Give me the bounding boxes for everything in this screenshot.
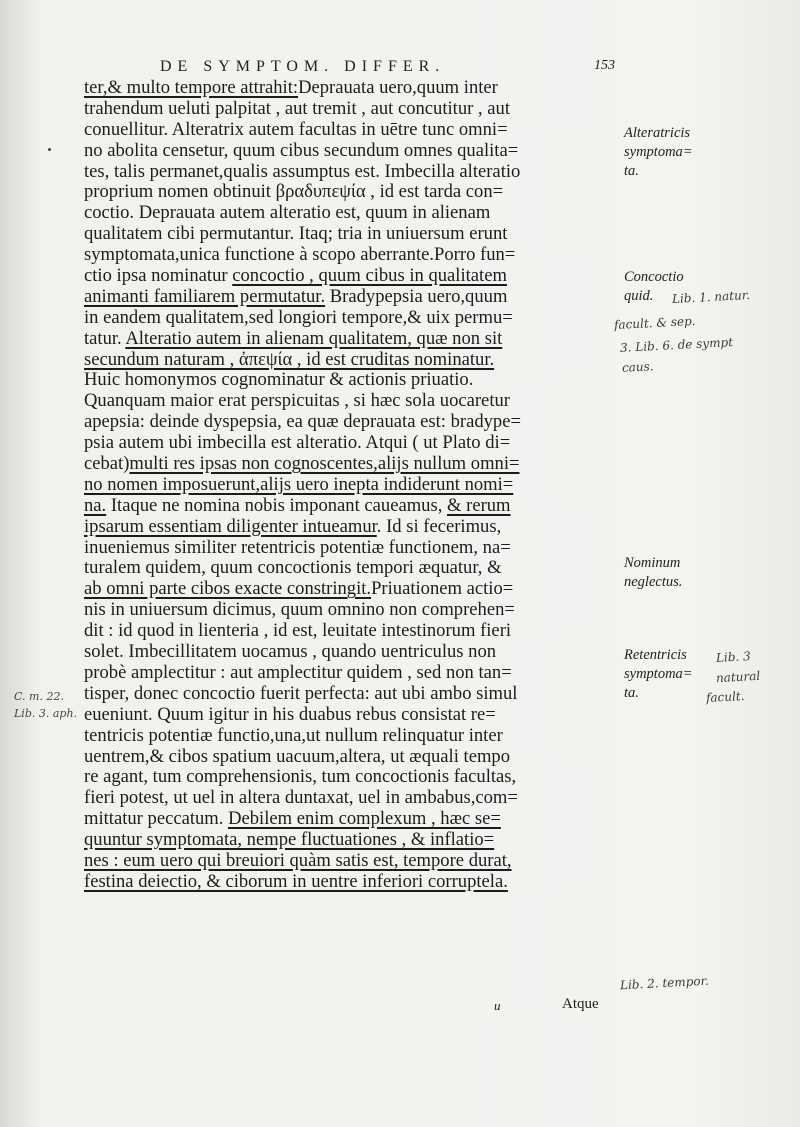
underlined-passage: ter,& multo tempore attrahit: bbox=[84, 77, 299, 98]
text-segment: tes, talis permanet,qualis assumptus est. Imbecilla alteratio bbox=[84, 160, 521, 182]
text-line bbox=[84, 266, 604, 287]
text-segment: qualitatem cibi permutantur. Itaq; tria in uniuersum erunt bbox=[84, 223, 508, 245]
text-line bbox=[84, 182, 604, 203]
text-segment: symptomata,unica functione à scopo aberrante.Porro fun= bbox=[84, 244, 516, 266]
margin-note-line: quid. bbox=[624, 288, 654, 304]
handwritten-note-retentricis-3: facult. bbox=[705, 689, 745, 705]
text-line bbox=[84, 245, 604, 266]
page-number: 153 bbox=[594, 58, 615, 73]
underlined-passage: concoctio , quum cibus in qualitatem bbox=[232, 265, 507, 287]
text-line bbox=[84, 308, 604, 329]
text-line bbox=[84, 391, 604, 412]
text-segment: coctio. Deprauata autem alteratio est, quum in alienam bbox=[84, 202, 491, 224]
margin-note-nominum bbox=[624, 554, 724, 592]
handwritten-note-left: C. m. 22. Lib. 3. aph. bbox=[14, 690, 78, 720]
text-line bbox=[84, 642, 604, 663]
text-line bbox=[84, 141, 604, 162]
handwritten-note-bottom: Lib. 2. tempor. bbox=[619, 973, 710, 993]
margin-note-line: Alteratricis bbox=[624, 125, 691, 141]
text-line bbox=[84, 663, 604, 684]
text-line bbox=[84, 433, 604, 454]
margin-note-line: symptoma= bbox=[624, 144, 693, 160]
text-segment: trahendum ueluti palpitat , aut tremit , aut concutitur , aut bbox=[84, 97, 510, 119]
handwritten-note-concoctio: Lib. 1. natur. bbox=[671, 287, 751, 307]
text-line bbox=[84, 120, 604, 141]
text-segment: tisper, donec concoctio fuerit perfecta: aut ubi ambo simul bbox=[84, 682, 518, 704]
margin-note-line: Concoctio bbox=[624, 269, 684, 285]
text-line bbox=[84, 726, 604, 747]
text-segment: dit : id quod in lienteria , id est, leuitate intestinorum fieri bbox=[84, 620, 512, 642]
underlined-passage: & rerum bbox=[447, 494, 511, 516]
ink-speck bbox=[48, 148, 51, 151]
text-line bbox=[84, 78, 604, 99]
text-segment: Quanquam maior erat perspicuitas , si hæc sola uocaretur bbox=[84, 390, 510, 412]
text-line bbox=[84, 558, 604, 579]
text-segment: re agant, tum comprehensionis, tum concoctionis facultas, bbox=[84, 766, 517, 788]
text-line bbox=[84, 329, 604, 350]
text-line bbox=[84, 224, 604, 245]
text-segment: Deprauata uero,quum inter bbox=[298, 77, 498, 98]
margin-note-line: neglectus. bbox=[624, 574, 683, 590]
underlined-passage: no nomen imposuerunt,alijs uero inepta indiderunt nomi= bbox=[84, 473, 514, 495]
text-segment: mittatur peccatum. bbox=[84, 808, 229, 830]
text-line bbox=[84, 600, 604, 621]
text-segment: probè amplectitur : aut amplectitur quidem , sed non tan= bbox=[84, 661, 512, 683]
text-segment: . Id si fecerimus, bbox=[376, 515, 502, 537]
text-line bbox=[84, 412, 604, 433]
handwritten-note-concoctio-4: caus. bbox=[621, 359, 654, 375]
text-segment: Bradypepsia uero,quum bbox=[325, 285, 508, 307]
underlined-passage: multi res ipsas non cognoscentes,alijs nullum omni= bbox=[129, 453, 520, 475]
text-segment: eueniunt. Quum igitur in his duabus rebus consistat re= bbox=[84, 703, 496, 725]
text-line bbox=[84, 475, 604, 496]
underlined-passage: secundum naturam , ἀπεψία , id est cruditas nominatur. bbox=[84, 348, 495, 370]
running-title: DE SYMPTOM. DIFFER. bbox=[160, 58, 446, 75]
text-line bbox=[84, 747, 604, 768]
text-line bbox=[84, 684, 604, 705]
text-segment: uentrem,& cibos spatium uacuum,altera, ut æquali tempo bbox=[84, 745, 511, 767]
text-line bbox=[84, 203, 604, 224]
text-line bbox=[84, 809, 604, 830]
text-segment: tentricis potentiæ functio,una,ut nullum relinquatur inter bbox=[84, 724, 503, 746]
text-line bbox=[84, 162, 604, 183]
underlined-passage: Alteratio autem in alienam qualitatem, quæ non sit bbox=[125, 327, 503, 349]
text-segment: tatur. bbox=[84, 327, 126, 349]
text-segment: Huic homonymos cognominatur & actionis priuatio. bbox=[84, 369, 474, 391]
signature-mark: u bbox=[494, 998, 501, 1013]
margin-note-line: symptoma= bbox=[624, 666, 693, 682]
text-line bbox=[84, 538, 604, 559]
underlined-passage: nes : eum uero qui breuiori quàm satis est, tempore durat, bbox=[84, 849, 512, 871]
handwritten-note-retentricis: Lib. 3 bbox=[715, 649, 752, 665]
underlined-passage: ipsarum essentiam diligenter intueamur bbox=[84, 515, 377, 537]
text-line bbox=[84, 350, 604, 371]
catchword: Atque bbox=[562, 996, 599, 1012]
underlined-passage: quuntur symptomata, nempe fluctuationes , & inflatio= bbox=[84, 829, 495, 851]
text-segment: solet. Imbecillitatem uocamus , quando uentriculus non bbox=[84, 641, 497, 663]
margin-note-line: Retentricis bbox=[624, 647, 687, 663]
text-line bbox=[84, 579, 604, 600]
text-line bbox=[84, 496, 604, 517]
text-line bbox=[84, 788, 604, 809]
underlined-passage: animanti familiarem permutatur. bbox=[84, 285, 326, 307]
text-segment: proprium nomen obtinuit βραδυπεψία , id est tarda con= bbox=[84, 181, 504, 203]
text-segment: turalem quidem, quum concoctionis tempori æquatur, & bbox=[84, 557, 502, 579]
text-segment: apepsia: deinde dyspepsia, ea quæ deprauata est: bradype= bbox=[84, 411, 521, 433]
text-line bbox=[84, 99, 604, 120]
handwritten-note-retentricis-2: natural bbox=[715, 668, 761, 686]
underlined-passage: festina deiectio, & ciborum in uentre inferiori corruptela. bbox=[84, 870, 508, 892]
body-text bbox=[84, 78, 604, 893]
handwritten-note-concoctio-2: facult. & sep. bbox=[613, 313, 696, 333]
text-segment: cebat) bbox=[84, 453, 130, 475]
text-segment: Priuationem actio= bbox=[371, 578, 514, 600]
text-segment: psia autem ubi imbecilla est alteratio. Atqui ( ut Plato di= bbox=[84, 432, 511, 454]
underlined-passage: ab omni parte cibos exacte constringit. bbox=[84, 578, 372, 600]
handwritten-note-concoctio-3: 3. Lib. 6. de sympt bbox=[619, 335, 734, 355]
text-line bbox=[84, 767, 604, 788]
text-line bbox=[84, 370, 604, 391]
text-line bbox=[84, 872, 604, 893]
text-line bbox=[84, 517, 604, 538]
margin-note-line: ta. bbox=[624, 163, 639, 179]
margin-note-alteratricis bbox=[624, 124, 724, 181]
text-segment: conuellitur. Alteratrix autem facultas in uētre tunc omni= bbox=[84, 118, 508, 140]
margin-note-line: Nominum bbox=[624, 555, 681, 571]
text-line bbox=[84, 851, 604, 872]
text-segment: in eandem qualitatem,sed longiori tempore,& uix permu= bbox=[84, 306, 513, 328]
text-line bbox=[84, 705, 604, 726]
margin-note-line: ta. bbox=[624, 685, 639, 701]
text-segment: inueniemus similiter retentricis potentiæ functionem, na= bbox=[84, 536, 511, 558]
text-line bbox=[84, 287, 604, 308]
underlined-passage: Debilem enim complexum , hæc se= bbox=[228, 808, 501, 830]
text-segment: nis in uniuersum dicimus, quum omnino non comprehen= bbox=[84, 599, 515, 621]
text-segment: fieri potest, ut uel in altera duntaxat, uel in ambabus,com= bbox=[84, 787, 518, 809]
text-line bbox=[84, 621, 604, 642]
underlined-passage: na. bbox=[84, 494, 107, 516]
text-segment: Itaque ne nomina nobis imponant caueamus, bbox=[106, 494, 448, 516]
text-line bbox=[84, 830, 604, 851]
text-line bbox=[84, 454, 604, 475]
text-segment: ctio ipsa nominatur bbox=[84, 265, 233, 287]
text-segment: no abolita censetur, quum cibus secundum omnes qualita= bbox=[84, 139, 519, 161]
